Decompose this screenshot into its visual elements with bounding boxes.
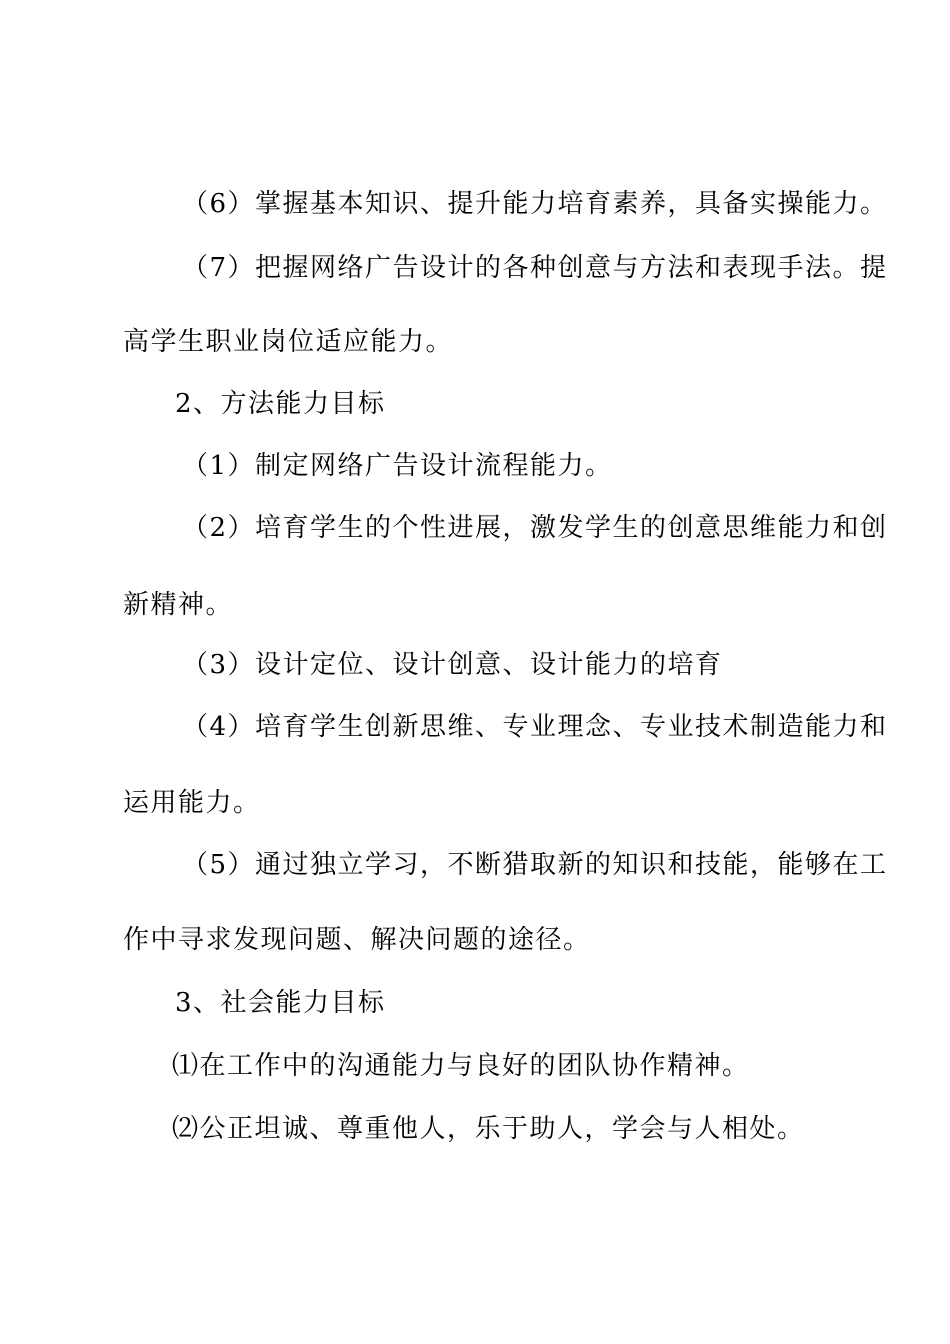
method-item-2-continued: 新精神。	[123, 590, 234, 620]
method-item-4: （4）培育学生创新思维、专业理念、专业技术制造能力和	[182, 712, 888, 742]
knowledge-item-7: （7）把握网络广告设计的各种创意与方法和表现手法。提	[182, 253, 888, 283]
knowledge-item-6: （6）掌握基本知识、提升能力培育素养，具备实操能力。	[182, 189, 888, 219]
section-heading-social: 3、社会能力目标	[175, 988, 386, 1018]
method-item-3: （3）设计定位、设计创意、设计能力的培育	[182, 650, 723, 680]
method-item-4-continued: 运用能力。	[123, 788, 261, 818]
social-item-1: ⑴在工作中的沟通能力与良好的团队协作精神。	[172, 1051, 750, 1081]
method-item-2: （2）培育学生的个性进展，激发学生的创意思维能力和创	[182, 513, 888, 543]
social-item-2: ⑵公正坦诚、尊重他人，乐于助人，学会与人相处。	[172, 1114, 805, 1144]
method-item-5: （5）通过独立学习，不断猎取新的知识和技能，能够在工	[182, 850, 888, 880]
knowledge-item-7-continued: 高学生职业岗位适应能力。	[123, 327, 454, 357]
method-item-1: （1）制定网络广告设计流程能力。	[182, 451, 613, 481]
method-item-5-continued: 作中寻求发现问题、解决问题的途径。	[123, 925, 591, 955]
section-heading-method: 2、方法能力目标	[175, 389, 386, 419]
